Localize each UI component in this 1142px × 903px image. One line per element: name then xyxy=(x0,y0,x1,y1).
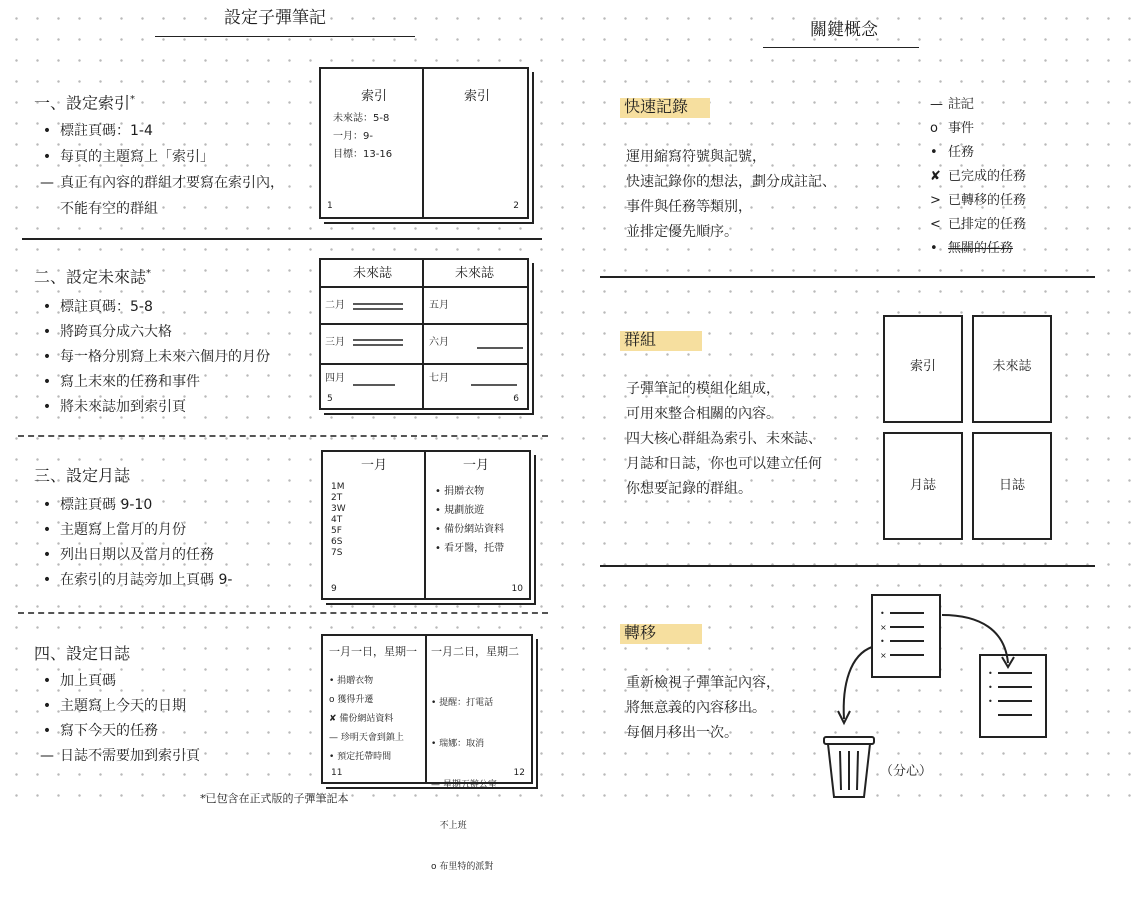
rapid-logging-body xyxy=(626,149,836,249)
legend-item: ✘ 已完成的任務 xyxy=(930,169,1027,184)
migration-illustration xyxy=(820,585,1060,800)
day-entry: 4T xyxy=(331,515,343,525)
card-label: 月誌 xyxy=(909,478,936,493)
left-title: 設定子彈筆記 xyxy=(224,8,326,28)
list-item: • 每頁的主題寫上「索引」 xyxy=(42,149,214,165)
page-number: 12 xyxy=(513,768,525,778)
page-heading: 一月 xyxy=(463,458,490,473)
section-heading-index: 一、設定索引* xyxy=(34,93,136,113)
index-spread-sketch xyxy=(319,67,529,219)
body-line: 重新檢視子彈筆記內容， xyxy=(626,675,780,691)
page-number: 6 xyxy=(513,394,519,404)
grid-line xyxy=(321,286,527,288)
card-label: 日誌 xyxy=(998,478,1025,493)
distraction-label: （分心） xyxy=(880,764,933,779)
section-divider xyxy=(18,435,548,437)
body-line: 事件與任務等類別， xyxy=(626,199,752,215)
list-item: • 標註頁碼 9-10 xyxy=(42,497,153,513)
legend-item: • 任務 xyxy=(930,145,975,160)
month-cell: 二月 xyxy=(325,300,345,311)
task-entry: • 備份網站資料 xyxy=(435,524,505,535)
svg-text:×: × xyxy=(880,623,887,632)
day-entry: 6S xyxy=(331,537,343,547)
body-line: 運用縮寫符號與記號， xyxy=(626,149,766,165)
page-heading: 未來誌 xyxy=(455,266,495,281)
discard-arrow xyxy=(844,647,872,719)
list-item: • 主題寫上今天的日期 xyxy=(42,698,186,714)
list-item: • 主題寫上當月的月份 xyxy=(42,522,186,538)
svg-text:•: • xyxy=(988,697,993,706)
collection-card-future-log xyxy=(972,315,1052,423)
section-heading-future-log: 二、設定未來誌* xyxy=(34,267,152,287)
future-log-steps xyxy=(34,299,270,424)
list-item: — 真正有內容的群組才要寫在索引內， xyxy=(40,175,284,191)
body-line: 月誌和日誌，你也可以建立任何 xyxy=(626,456,822,472)
body-line: 並排定優先順序。 xyxy=(626,224,738,240)
daily-entry: • 捐贈衣物 xyxy=(329,676,374,686)
page-heading: 未來誌 xyxy=(353,266,393,281)
section-heading-monthly-log: 三、設定月誌 xyxy=(34,466,131,485)
month-cell: 六月 xyxy=(429,337,449,348)
svg-text:•: • xyxy=(880,637,885,646)
page-number: 10 xyxy=(511,584,523,594)
list-item: • 在索引的月誌旁加上頁碼 9- xyxy=(42,572,233,588)
bullet-legend xyxy=(930,97,1026,265)
daily-log-spread-sketch xyxy=(321,634,533,872)
monthly-log-steps xyxy=(34,497,232,597)
daily-entry: • 提醒：打電話 xyxy=(431,698,494,708)
section-divider xyxy=(22,238,542,240)
month-cell: 七月 xyxy=(429,373,449,384)
collection-card-monthly-log xyxy=(883,432,963,540)
migration-heading: 轉移 xyxy=(624,623,657,642)
legend-item: o 事件 xyxy=(930,121,975,136)
day-entry: 2T xyxy=(331,493,343,503)
title-underline xyxy=(155,36,415,37)
month-cell: 五月 xyxy=(429,300,449,311)
daily-entry: • 瑞娜：取消 xyxy=(431,739,485,749)
svg-text:•: • xyxy=(988,683,993,692)
svg-text:•: • xyxy=(880,609,885,618)
daily-entries-left xyxy=(329,676,404,771)
list-item: • 標註頁碼：5-8 xyxy=(42,299,153,315)
day-entry: 1M xyxy=(331,482,345,492)
day-list xyxy=(331,482,346,559)
book-spine xyxy=(425,636,427,782)
migration-body xyxy=(626,675,780,750)
body-line: 每個月移出一次。 xyxy=(626,725,738,741)
index-entry: 目標：13-16 xyxy=(333,149,393,160)
page-heading: 索引 xyxy=(464,89,491,104)
page-heading: 索引 xyxy=(361,89,388,104)
task-list xyxy=(435,486,504,562)
list-item: • 寫上未來的任務和事件 xyxy=(42,374,200,390)
index-steps xyxy=(34,123,284,227)
svg-text:×: × xyxy=(880,651,887,660)
page-number: 9 xyxy=(331,584,337,594)
list-item: • 每一格分別寫上未來六個月的月份 xyxy=(42,349,270,365)
day-entry: 3W xyxy=(331,504,346,514)
daily-entry: — 星期五辦公室 xyxy=(431,780,497,790)
collection-card-index xyxy=(883,315,963,423)
svg-text:•: • xyxy=(988,669,993,678)
section-heading-daily-log: 四、設定日誌 xyxy=(34,644,131,663)
page-number: 1 xyxy=(327,201,333,211)
daily-entry: o 布里特的派對 xyxy=(431,862,494,872)
card-label: 未來誌 xyxy=(992,359,1032,374)
daily-log-steps xyxy=(34,673,200,773)
task-entry: • 看牙醫，托帶 xyxy=(435,543,505,554)
list-item: • 列出日期以及當月的任務 xyxy=(42,547,214,563)
title-underline xyxy=(763,47,919,48)
page-number: 11 xyxy=(331,768,343,778)
collections-body xyxy=(626,381,822,506)
trash-can-icon xyxy=(824,737,874,797)
legend-item: — 註記 xyxy=(930,97,975,112)
task-entry: • 規劃旅遊 xyxy=(435,505,485,516)
daily-entry: 不上班 xyxy=(431,821,467,831)
day-entry: 7S xyxy=(331,548,343,558)
source-page-icon xyxy=(872,595,940,677)
list-item: • 寫下今天的任務 xyxy=(42,723,158,739)
page-heading: 一月 xyxy=(361,458,388,473)
daily-entry: o 獲得升遷 xyxy=(329,695,374,705)
section-divider xyxy=(600,276,1095,278)
right-title: 關鍵概念 xyxy=(810,20,878,40)
list-item: • 將未來誌加到索引頁 xyxy=(42,399,186,415)
daily-entry: • 預定托帶時間 xyxy=(329,752,392,762)
list-item: — 日誌不需要加到索引頁 xyxy=(40,748,200,764)
section-divider xyxy=(18,612,548,614)
month-cell: 三月 xyxy=(325,337,345,348)
page-number: 2 xyxy=(513,201,519,211)
body-line: 可用來整合相關的內容。 xyxy=(626,406,780,422)
target-page-icon xyxy=(980,655,1046,737)
collections-heading: 群組 xyxy=(624,330,657,349)
index-entry: 一月：9- xyxy=(333,131,373,142)
list-item: • 加上頁碼 xyxy=(42,673,116,689)
book-spine xyxy=(424,452,426,598)
future-log-spread-sketch xyxy=(319,258,529,410)
index-entry: 未來誌：5-8 xyxy=(333,113,390,124)
body-line: 你想要記錄的群組。 xyxy=(626,481,752,497)
legend-item: > 已轉移的任務 xyxy=(930,193,1027,208)
task-entry: • 捐贈衣物 xyxy=(435,486,485,497)
list-item: • 標註頁碼：1-4 xyxy=(42,123,153,139)
monthly-log-spread-sketch xyxy=(321,450,531,600)
daily-entry: ✘ 備份網站資料 xyxy=(329,714,394,724)
scribble-lines xyxy=(351,296,551,396)
day-entry: 5F xyxy=(331,526,342,536)
section-divider xyxy=(600,565,1095,567)
list-item: 不能有空的群組 xyxy=(60,201,158,217)
body-line: 四大核心群組為索引、未來誌、 xyxy=(626,431,822,447)
collection-card-daily-log xyxy=(972,432,1052,540)
footnote: *已包含在正式版的子彈筆記本 xyxy=(200,792,349,805)
list-item: • 將跨頁分成六大格 xyxy=(42,324,172,340)
page-number: 5 xyxy=(327,394,333,404)
legend-item: • 無關的任務 xyxy=(930,241,1014,256)
card-label: 索引 xyxy=(909,359,936,374)
body-line: 子彈筆記的模組化組成， xyxy=(626,381,780,397)
body-line: 快速記錄你的想法，劃分成註記、 xyxy=(626,174,836,190)
body-line: 將無意義的內容移出。 xyxy=(626,700,766,716)
daily-entry: — 珍明天會到鎮上 xyxy=(329,733,404,743)
book-spine xyxy=(422,69,424,217)
page-heading: 一月二日，星期二 xyxy=(431,645,519,658)
legend-item: < 已排定的任務 xyxy=(930,217,1027,232)
daily-entries-right xyxy=(431,676,497,903)
page-heading: 一月一日，星期一 xyxy=(329,645,417,658)
month-cell: 四月 xyxy=(325,373,345,384)
rapid-logging-heading: 快速記錄 xyxy=(624,97,689,116)
